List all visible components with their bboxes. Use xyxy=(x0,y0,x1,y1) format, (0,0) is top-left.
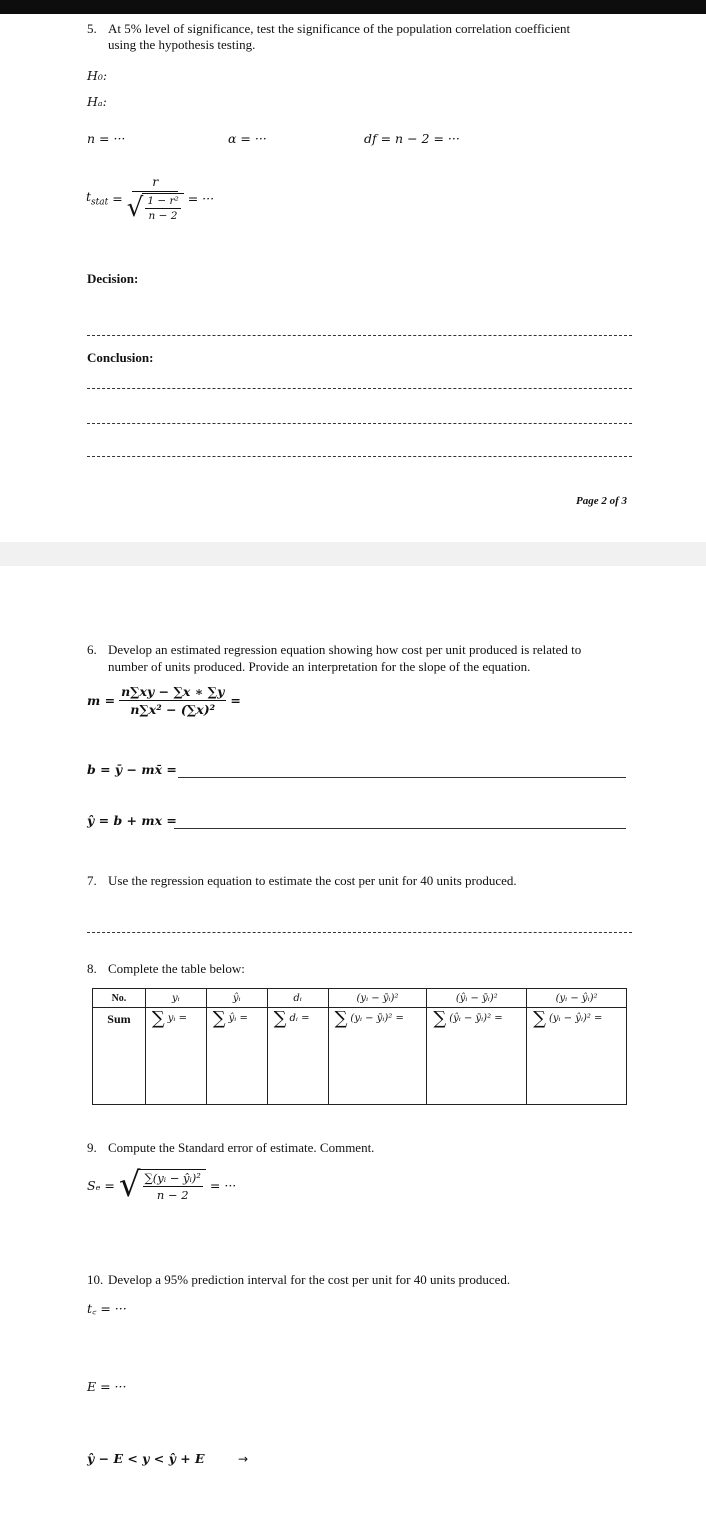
header-y: yᵢ xyxy=(145,989,206,1008)
q8-number: 8. xyxy=(87,961,97,976)
slope-numerator: n∑xy − ∑x ∗ ∑y xyxy=(121,684,225,699)
header-sst: (yᵢ − ȳᵢ)² xyxy=(328,989,427,1008)
tstat-result: = ··· xyxy=(187,190,215,206)
q8-text: Complete the table below: xyxy=(108,961,245,976)
table-header-row xyxy=(93,989,627,1008)
conclusion-answer-line xyxy=(87,423,632,424)
q6-text-line2: number of units produced. Provide an interpretation for the slope of the equation. xyxy=(108,659,531,674)
slope-fraction xyxy=(119,684,226,717)
header-y-hat: ŷᵢ xyxy=(206,989,267,1008)
tstat-numerator: r xyxy=(132,174,178,192)
sum-cell-y-hat[interactable]: ∑ ŷᵢ = xyxy=(206,1008,267,1105)
standard-error-formula: Sₑ = √ $\frac{\text{∑(yᵢ − ŷᵢ)²}}{n - 2}$ = ··· xyxy=(87,1165,237,1205)
intercept-eq: b = ȳ − mx̄ = xyxy=(87,762,177,777)
tstat-fraction xyxy=(127,174,184,222)
q5-text-line2: using the hypothesis testing. xyxy=(108,37,256,52)
q7-answer-line xyxy=(87,932,632,933)
q6-text-line1: Develop an estimated regression equation showing how cost per unit produced is related to xyxy=(108,642,582,657)
prediction-interval-eq: ŷ − E < y < ŷ + E xyxy=(87,1451,205,1466)
q7-text: Use the regression equation to estimate the cost per unit for 40 units produced. xyxy=(108,873,517,888)
q6-number: 6. xyxy=(87,642,97,657)
sum-cell-ssr[interactable]: ∑ (ŷᵢ − ȳᵢ)² = xyxy=(427,1008,527,1105)
q9-number: 9. xyxy=(87,1140,97,1155)
header-ssr: (ŷᵢ − ȳᵢ)² xyxy=(427,989,527,1008)
conclusion-answer-line xyxy=(87,388,632,389)
critical-t-eq: t꜀ = ··· xyxy=(87,1301,127,1316)
q5-text-line1: At 5% level of significance, test the significance of the population correlation coefficient xyxy=(108,21,571,36)
tstat-formula xyxy=(86,174,214,222)
table-sum-row xyxy=(93,1008,627,1105)
calculation-table xyxy=(92,988,627,1105)
se-result: = ··· xyxy=(209,1177,237,1193)
se-label: Sₑ = xyxy=(87,1177,115,1193)
sum-cell-d[interactable]: ∑ dᵢ = xyxy=(267,1008,328,1105)
header-sse: (yᵢ − ŷᵢ)² xyxy=(527,989,627,1008)
se-denominator: n − 2 xyxy=(156,1187,189,1202)
header-no: No. xyxy=(93,989,146,1008)
sqrt-denominator: n − 2 xyxy=(148,210,178,222)
null-hypothesis-label: H₀: xyxy=(87,68,108,83)
q7-number: 7. xyxy=(87,873,97,888)
intercept-answer-line xyxy=(178,777,626,778)
conclusion-label: Conclusion: xyxy=(87,350,154,365)
decision-answer-line xyxy=(87,335,632,336)
se-numerator: ∑(yᵢ − ŷᵢ)² xyxy=(144,1170,201,1185)
viewer-top-bar xyxy=(0,0,706,14)
slope-label: m = xyxy=(87,693,116,708)
sum-cell-y[interactable]: ∑ yᵢ = xyxy=(145,1008,206,1105)
tstat-label: $t_{stat}$ xyxy=(86,188,109,208)
header-d: dᵢ xyxy=(267,989,328,1008)
degrees-freedom-eq: df = n − 2 = ··· xyxy=(364,131,460,146)
q5-number: 5. xyxy=(87,21,97,36)
tstat-denominator: √ $\frac{\text{1 − r²}}{n - 2}$ xyxy=(127,192,184,222)
slope-equals: = xyxy=(230,693,241,708)
margin-error-eq: E = ··· xyxy=(87,1379,127,1394)
sum-label: Sum xyxy=(93,1008,146,1105)
page-number: Page 2 of 3 xyxy=(576,495,628,507)
q10-text: Develop a 95% prediction interval for the cost per unit for 40 units produced. xyxy=(108,1272,511,1287)
slope-denominator: n∑x² − (∑x)² xyxy=(130,702,216,717)
sum-cell-sst[interactable]: ∑ (yᵢ − ȳᵢ)² = xyxy=(328,1008,427,1105)
conclusion-answer-line xyxy=(87,456,632,457)
slope-formula xyxy=(87,684,241,717)
document-page-2 xyxy=(0,14,706,542)
arrow-icon: → xyxy=(238,1452,249,1466)
alpha-eq: α = ··· xyxy=(228,131,267,146)
q10-number: 10. xyxy=(87,1272,104,1287)
regression-answer-line xyxy=(174,828,626,829)
q9-text: Compute the Standard error of estimate. Comment. xyxy=(108,1140,375,1155)
tstat-equals: = xyxy=(112,190,123,206)
sqrt-numerator: 1 − r² xyxy=(147,195,179,207)
page-gap xyxy=(0,542,706,566)
sum-cell-sse[interactable]: ∑ (yᵢ − ŷᵢ)² = xyxy=(527,1008,627,1105)
decision-label: Decision: xyxy=(87,271,139,286)
alt-hypothesis-label: Hₐ: xyxy=(87,94,107,109)
regression-eq: ŷ = b + mx = xyxy=(87,813,177,828)
sample-size-eq: n = ··· xyxy=(87,131,126,146)
document-page-3 xyxy=(0,566,706,1515)
